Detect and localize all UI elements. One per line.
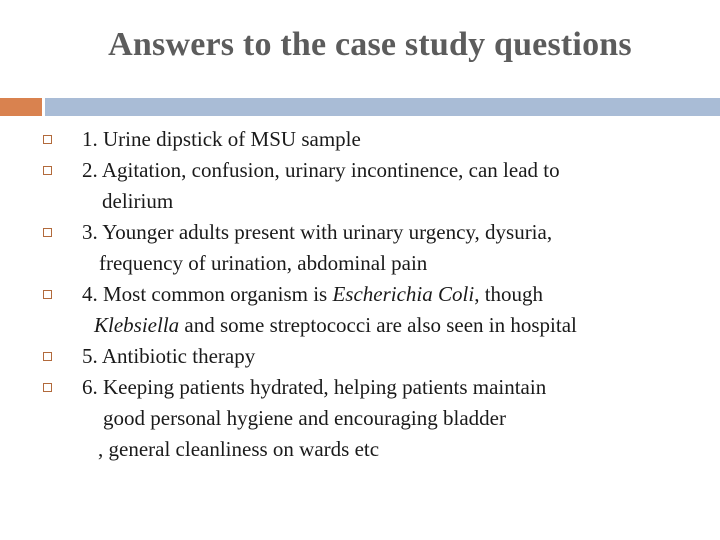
answer-item-5 bbox=[0, 341, 720, 372]
square-bullet-icon bbox=[43, 383, 52, 392]
square-bullet-icon bbox=[43, 290, 52, 299]
slide-title: Answers to the case study questions bbox=[108, 26, 632, 63]
answer-2-line-2: delirium bbox=[102, 189, 174, 213]
answer-3-line-1: 3. Younger adults present with urinary urgency, dysuria, bbox=[82, 220, 553, 244]
answer-4-line-2 bbox=[82, 310, 720, 341]
square-bullet-icon bbox=[43, 352, 52, 361]
answer-1-line-1: 1. Urine dipstick of MSU sample bbox=[82, 127, 361, 151]
square-bullet-icon bbox=[43, 135, 52, 144]
answer-5-line-1: 5. Antibiotic therapy bbox=[82, 344, 256, 368]
answer-4-line-1-tail: , though bbox=[474, 282, 544, 306]
answer-4-line-1 bbox=[82, 279, 720, 310]
organism-name-klebsiella: Klebsiella bbox=[94, 313, 180, 337]
answer-6-line-2: good personal hygiene and encouraging bladder bbox=[103, 406, 506, 430]
answer-3-line-2: frequency of urination, abdominal pain bbox=[99, 251, 428, 275]
answer-6-line-1: 6. Keeping patients hydrated, helping patients maintain bbox=[82, 375, 547, 399]
title-rule-accent bbox=[0, 98, 42, 116]
answer-6-line-3: , general cleanliness on wards etc bbox=[98, 437, 380, 461]
title-rule-bar bbox=[45, 98, 720, 116]
square-bullet-icon bbox=[43, 228, 52, 237]
organism-name-e-coli: Escherichia Coli bbox=[332, 282, 475, 306]
answer-item-1 bbox=[0, 124, 720, 155]
answer-4-line-2-tail: and some streptococci are also seen in hospital bbox=[179, 313, 577, 337]
answer-list bbox=[0, 124, 720, 465]
answer-2-line-1: 2. Agitation, confusion, urinary incontinence, can lead to bbox=[82, 158, 560, 182]
answer-4-line-1-text: 4. Most common organism is bbox=[82, 282, 333, 306]
answer-item-3 bbox=[0, 217, 720, 279]
answer-item-2 bbox=[0, 155, 720, 217]
square-bullet-icon bbox=[43, 166, 52, 175]
answer-item-4 bbox=[0, 279, 720, 341]
answer-item-6 bbox=[0, 372, 720, 465]
